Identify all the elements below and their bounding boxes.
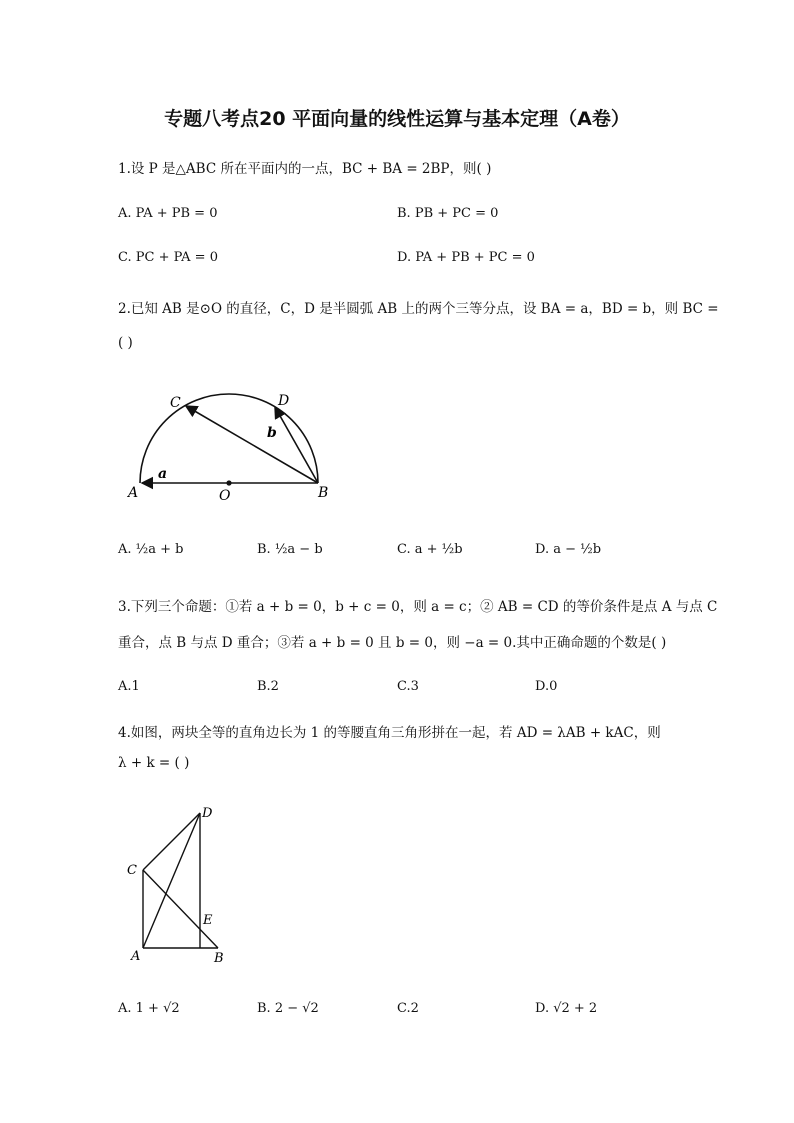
q3-option-a: A.1	[118, 679, 140, 694]
q2-option-b: B. ½a − b	[257, 542, 323, 557]
q4-option-b: B. 2 − √2	[257, 1001, 319, 1016]
q1-stem: 1.设 P 是△ABC 所在平面内的一点，BC + BA = 2BP，则( )	[118, 161, 492, 177]
q3-stem-line1: 3.下列三个命题：①若 a + b = 0，b + c = 0，则 a = c；② AB = CD 的等价条件是点 A 与点 C	[118, 599, 718, 615]
vector-BC	[186, 406, 318, 483]
label-A: A	[128, 485, 139, 501]
q4-stem-line2: λ + k = ( )	[118, 755, 190, 771]
label-C: C	[127, 863, 137, 878]
label-D: D	[202, 806, 213, 821]
label-B: B	[214, 951, 224, 966]
page-title: 专题八考点20 平面向量的线性运算与基本定理（A卷）	[164, 108, 630, 130]
vector-b-BD	[275, 407, 318, 483]
q1-option-d: D. PA + PB + PC = 0	[397, 250, 535, 265]
q4-triangle-figure	[118, 800, 238, 970]
q3-option-b: B.2	[257, 679, 279, 694]
q4-option-a: A. 1 + √2	[118, 1001, 180, 1016]
label-O: O	[219, 488, 231, 504]
label-C: C	[170, 395, 181, 411]
q2-stem: 2.已知 AB 是⊙O 的直径，C，D 是半圆弧 AB 上的两个三等分点，设 BA = a，BD = b，则 BC =	[118, 301, 719, 317]
label-D: D	[278, 393, 290, 409]
q2-option-d: D. a − ½b	[535, 542, 602, 557]
q2-option-c: C. a + ½b	[397, 542, 463, 557]
q2-blank: ( )	[118, 335, 133, 351]
q3-option-c: C.3	[397, 679, 419, 694]
q3-stem-line2: 重合，点 B 与点 D 重合；③若 a + b = 0 且 b = 0，则 −a = 0.其中正确命题的个数是( )	[118, 635, 667, 651]
q4-option-d: D. √2 + 2	[535, 1001, 598, 1016]
q2-semicircle-figure	[118, 385, 338, 510]
label-b: b	[267, 425, 277, 441]
q3-option-d: D.0	[535, 679, 558, 694]
center-point-O	[226, 480, 231, 485]
label-A: A	[131, 949, 141, 964]
q4-stem-line1: 4.如图，两块全等的直角边长为 1 的等腰直角三角形拼在一起，若 AD = λAB + kAC，则	[118, 725, 661, 741]
q1-option-c: C. PC + PA = 0	[118, 250, 218, 265]
q4-option-c: C.2	[397, 1001, 419, 1016]
label-B: B	[318, 485, 329, 501]
q2-option-a: A. ½a + b	[118, 542, 184, 557]
label-a: a	[158, 466, 168, 482]
label-E: E	[203, 913, 213, 928]
q1-option-b: B. PB + PC = 0	[397, 206, 499, 221]
q1-option-a: A. PA + PB = 0	[118, 206, 218, 221]
